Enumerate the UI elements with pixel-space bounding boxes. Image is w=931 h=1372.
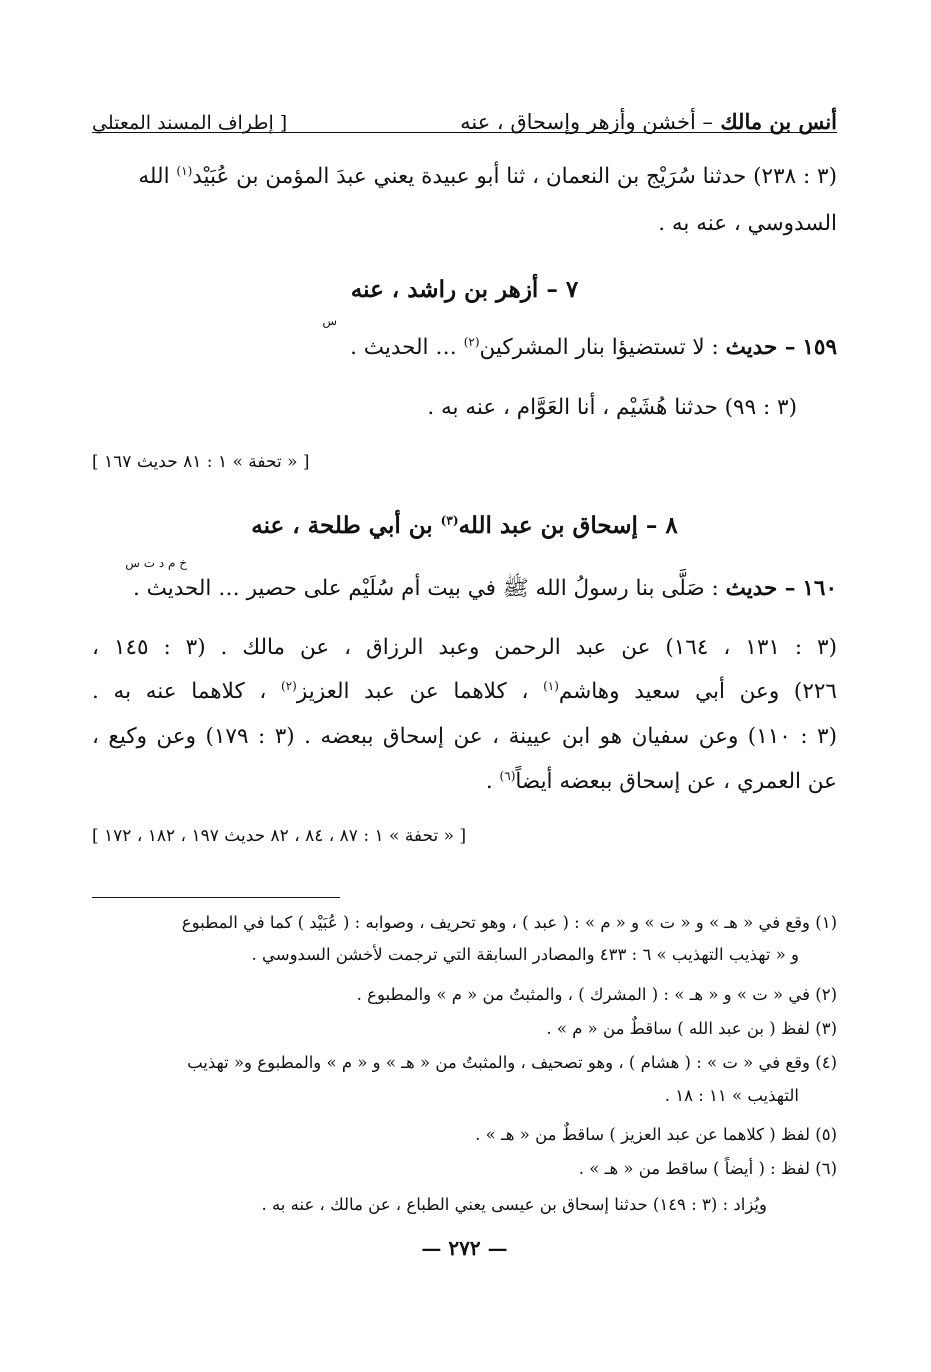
footnote-number: (٤): [815, 1053, 837, 1072]
body-line-7: [92, 767, 837, 797]
tuhfa-ref-2: [ « تحفة » ١ : ٨٧ ، ٨٤ ، ٨٢ حديث ١٩٧ ، ١٨٢ ، ١٧٢ ]: [92, 826, 467, 846]
header-title: [460, 109, 837, 134]
hadith-number: ١٦٠: [802, 576, 837, 601]
footnote-1: [92, 910, 837, 936]
header-title-bold: أنس بن مالك: [720, 109, 837, 134]
hadith-text: : لا تستضيؤا بنار المشركين: [479, 335, 719, 360]
footnote-number: (١): [815, 913, 837, 932]
text-segment: ، كلاهما عنه به .: [92, 679, 267, 704]
footnote-5: [92, 1122, 837, 1148]
hadith-label: – حديث: [725, 576, 796, 601]
footnote-divider: [92, 897, 340, 898]
text-segment: ، كلاهما عن عبد العزيز: [296, 679, 529, 704]
running-header: [92, 100, 837, 134]
footnote-text: لفظ ( بن عبد الله ) ساقطٌ من « م » .: [546, 1019, 810, 1038]
text-segment: ٨ – إسحاق بن عبد الله: [458, 512, 678, 539]
footnote-ref: (٦): [499, 768, 516, 783]
body-line-1: [92, 162, 837, 192]
hadith-end: … الحديث .: [350, 335, 457, 360]
footnote-ref: (٢): [463, 334, 480, 349]
header-book-name: [ إطراف المسند المعتلي: [92, 112, 288, 134]
tuhfa-ref-1: [ « تحفة » ١ : ٨١ حديث ١٦٧ ]: [92, 452, 310, 472]
header-divider: [92, 132, 837, 133]
text-segment: بن أبي طلحة ، عنه: [251, 512, 433, 539]
footnote-text: وقع في « هـ » و « ت » و « م » : ( عبد ) ، وهو تحريف ، وصوابه : ( عُبَيْد ) كما في المطبوع: [181, 913, 810, 932]
footnote-ref: (١): [543, 678, 559, 693]
body-line-3: (٣ : ٩٩) حدثنا هُشَيْم ، أنا العَوَّام ، عنه به .: [427, 395, 797, 420]
body-line-6: (٣ : ١١٠) وعن سفيان هو ابن عيينة ، عن إسحاق ببعضه . (٣ : ١٧٩) وعن وكيع ،: [92, 724, 837, 749]
footnote-4-continued: التهذيب » ١١ : ١٨ .: [664, 1086, 799, 1105]
book-page: [92, 0, 837, 1372]
footnote-4: [92, 1050, 837, 1076]
section-heading-8: [92, 512, 837, 539]
footnote-number: (٦): [815, 1159, 837, 1178]
text-segment: .: [485, 769, 493, 794]
text-segment: (٣ : ٢٣٨) حدثنا سُرَيْج بن النعمان ، ثنا أبو عبيدة يعني عبدَ المؤمن بن عُبَيْد: [192, 164, 837, 189]
body-line-5: [92, 677, 837, 707]
hadith-number: ١٥٩: [802, 335, 837, 360]
body-line-2: السدوسي ، عنه به .: [658, 211, 837, 236]
footnote-ref: (١): [176, 163, 193, 178]
hadith-160-signs: خ م د ت س: [125, 556, 187, 570]
footnote-number: (٣): [815, 1019, 837, 1038]
footnote-3: [92, 1016, 837, 1042]
addendum-line: ويُزاد : (٣ : ١٤٩) حدثنا إسحاق بن عيسى يعني الطباع ، عن مالك ، عنه به .: [261, 1195, 767, 1214]
hadith-label: – حديث: [725, 335, 796, 360]
header-title-rest: – أخشن وأزهر وإسحاق ، عنه: [460, 110, 714, 134]
page-number: — ٢٧٢ —: [421, 1236, 508, 1260]
text-segment: الله: [138, 164, 170, 189]
text-segment: عن العمري ، عن إسحاق ببعضه أيضاً: [515, 769, 837, 794]
footnote-text: لفظ ( كلاهما عن عبد العزيز ) ساقطٌ من « هـ » .: [475, 1125, 810, 1144]
footnote-text: في « ت » و « هـ » : ( المشرك ) ، والمثبتُ من « م » والمطبوع .: [356, 985, 810, 1004]
hadith-text: : صَلَّى بنا رسولُ الله ﷺ في بيت أم سُلَيْم على حصير … الحديث .: [132, 576, 719, 601]
footnote-2: [92, 982, 837, 1008]
footnote-ref: (٢): [281, 678, 297, 693]
hadith-159: [92, 333, 837, 363]
footnote-6: [92, 1156, 837, 1182]
footnote-text: لفظ : ( أيضاً ) ساقط من « هـ » .: [578, 1159, 810, 1178]
text-segment: ٢٢٦) وعن أبي سعيد وهاشم: [558, 679, 837, 704]
footnote-text: وقع في « ت » : ( هشام ) ، وهو تصحيف ، والمثبتُ من « هـ » و « م » والمطبوع و« تهذيب: [187, 1053, 810, 1072]
body-line-4: (٣ : ١٣١ ، ١٦٤) عن عبد الرحمن وعبد الرزاق ، عن مالك . (٣ : ١٤٥ ،: [92, 635, 837, 660]
section-heading-7: ٧ – أزهر بن راشد ، عنه: [350, 276, 579, 303]
footnote-1-continued: و « تهذيب التهذيب » ٦ : ٤٣٣ والمصادر السابقة التي ترجمت لأخشن السدوسي .: [251, 945, 799, 964]
hadith-160: [92, 574, 837, 604]
footnote-number: (٢): [815, 985, 837, 1004]
footnote-ref: (٣): [440, 513, 459, 528]
hadith-159-sign: س: [322, 314, 337, 328]
footnote-number: (٥): [815, 1125, 837, 1144]
